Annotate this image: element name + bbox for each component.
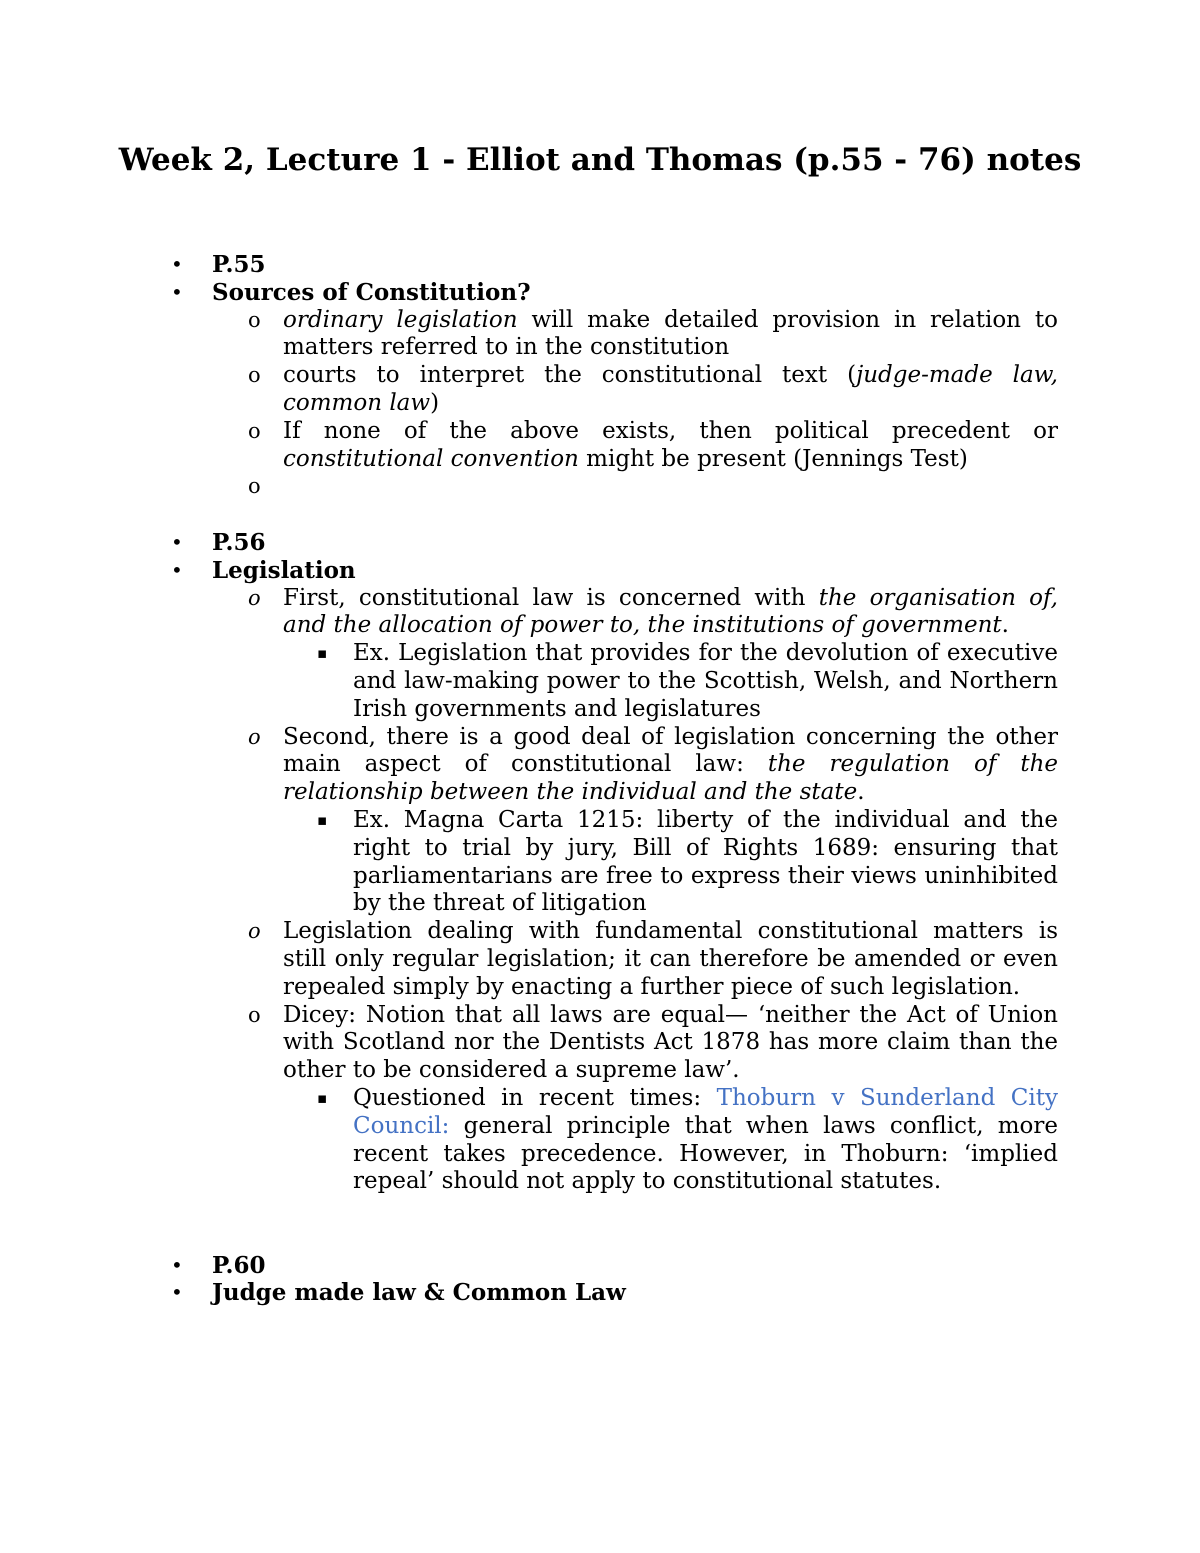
body-text: general principle that when laws conflict, more recent takes precedence. However, in Thoburn: ‘implied repeal’ should not apply to constitutional statutes. — [353, 1112, 1058, 1195]
body-text: courts to interpret the constitutional text ( — [283, 362, 857, 389]
circle-bullet-icon: o — [248, 1002, 261, 1027]
list-item — [0, 1085, 1058, 1196]
bullet-icon: • — [171, 1280, 183, 1305]
list-item — [0, 1252, 1058, 1280]
list-item — [0, 307, 1058, 363]
emphasis-text: the regulation of the relationship between the individual and the state — [283, 751, 1058, 806]
document-title: Week 2, Lecture 1 - Elliot and Thomas (p.55 - 76) notes — [118, 142, 1082, 178]
page-ref: P.60 — [212, 1251, 266, 1279]
bullet-icon: • — [171, 279, 183, 304]
circle-bullet-icon: o — [248, 474, 261, 499]
emphasis-text: the organisation of, and the allocation of power to, the institutions of government — [283, 584, 1058, 639]
section-heading: Sources of Constitution? — [212, 278, 531, 306]
body-text: Legislation dealing with fundamental constitutional matters is still only regular legislation; it can therefore be amended or even repealed simply by enacting a further piece of such legislation. — [283, 918, 1058, 1000]
bullet-icon: • — [171, 557, 183, 582]
circle-bullet-icon: o — [248, 724, 261, 749]
list-item — [0, 557, 1058, 585]
body-text: Second, there is a good deal of legislation concerning the other main aspect of constitutional law: — [283, 723, 1058, 778]
body-text: might be present (Jennings Test) — [578, 445, 968, 472]
page-ref: P.55 — [212, 251, 266, 278]
square-bullet-icon: ▪ — [317, 810, 328, 829]
page-ref: P.56 — [212, 528, 266, 556]
list-item — [0, 418, 1058, 474]
bullet-icon: • — [171, 1252, 183, 1277]
list-item — [0, 807, 1058, 918]
body-text: ) — [430, 389, 440, 416]
list-item-empty — [0, 473, 1058, 501]
body-text: Ex. Legislation that provides for the devolution of executive and law-making power to the Scottish, Welsh, and Northern Irish governments and legislatures — [353, 640, 1058, 722]
body-text: Ex. Magna Carta 1215: liberty of the individual and the right to trial by jury, Bill of Rights 1689: ensuring that parliamentarians are free to express their views uninhibited by the threat of litigation — [353, 806, 1058, 917]
circle-bullet-icon: o — [248, 418, 261, 443]
list-item — [0, 362, 1058, 418]
circle-bullet-icon: o — [248, 919, 261, 944]
list-item — [0, 918, 1058, 1001]
square-bullet-icon: ▪ — [317, 644, 328, 663]
emphasis-text: constitutional convention — [283, 445, 579, 472]
body-text: Questioned in recent times: — [353, 1084, 717, 1111]
list-item — [0, 585, 1058, 641]
list-item — [0, 251, 1058, 279]
emphasis-text: judge-made law, common law — [283, 362, 1058, 416]
body-text: Dicey: Notion that all laws are equal— ‘neither the Act of Union with Scotland nor the Dentists Act 1878 has more claim than the other to be considered a supreme law’. — [283, 1001, 1058, 1084]
circle-bullet-icon: o — [248, 307, 261, 332]
case-link[interactable]: Thoburn v Sunderland City Council: — [353, 1084, 1058, 1139]
body-text: . — [1001, 612, 1009, 639]
body-text: will make detailed provision in relation to matters referred to in the constitution — [283, 306, 1058, 361]
body-text: . — [857, 779, 865, 806]
bullet-icon: • — [171, 529, 183, 554]
document-body — [0, 251, 1200, 1307]
square-bullet-icon: ▪ — [317, 1088, 328, 1107]
list-item — [0, 724, 1058, 807]
body-text: If none of the above exists, then political precedent or — [283, 417, 1058, 444]
list-item — [0, 279, 1058, 307]
emphasis-text: ordinary legislation — [283, 306, 518, 333]
body-text: First, constitutional law is concerned with — [283, 584, 819, 611]
circle-bullet-icon: o — [248, 363, 261, 388]
list-item — [0, 1279, 1058, 1307]
bullet-icon: • — [171, 252, 183, 276]
list-item — [0, 529, 1058, 557]
circle-bullet-icon: o — [248, 585, 261, 610]
section-heading: Judge made law & Common Law — [212, 1279, 626, 1307]
list-item — [0, 1002, 1058, 1085]
list-item — [0, 640, 1058, 723]
section-heading: Legislation — [212, 556, 356, 584]
